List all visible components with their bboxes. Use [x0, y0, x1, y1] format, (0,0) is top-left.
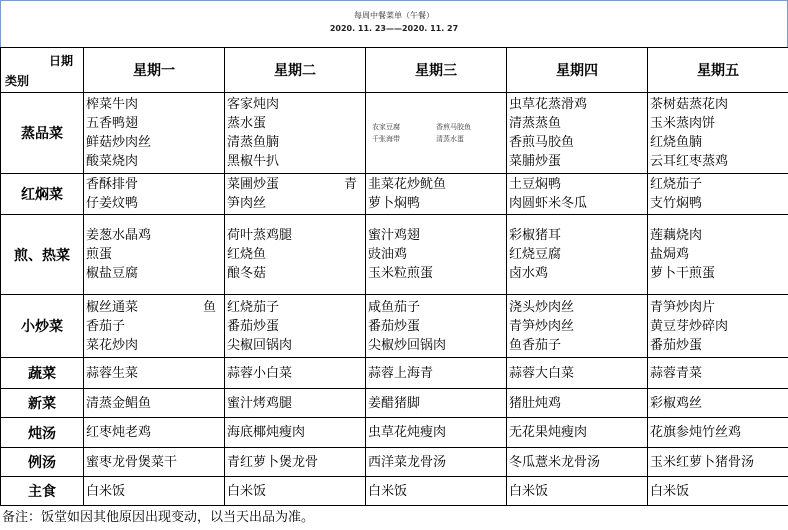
menu-cell — [225, 215, 366, 295]
dish-item: 蜜汁鸡翅 — [368, 228, 421, 243]
dish-list — [225, 95, 365, 171]
dish-list — [225, 226, 365, 283]
menu-cell — [507, 93, 648, 174]
menu-cell — [366, 174, 507, 215]
dish-list — [507, 226, 647, 283]
menu-cell — [507, 215, 648, 295]
dish-item: 番茄炒蛋 — [227, 318, 280, 334]
dish-list — [648, 453, 788, 472]
dish-item: 鱼香茄子 — [509, 337, 562, 353]
dish-item: 青笋炒肉丝 — [509, 318, 575, 334]
dish-item: 青笋炒肉片 — [650, 299, 716, 315]
dish-list — [648, 226, 788, 283]
dish-item: 萝卜干煎蛋 — [650, 266, 716, 281]
dish-item: 蒸水蛋 — [227, 116, 267, 131]
dish-item: 姜醋猪脚 — [368, 395, 421, 411]
dish-item: 鲜菇炒肉丝 — [86, 135, 152, 150]
menu-cell — [507, 295, 648, 358]
dish-item: 五香鸭翅 — [86, 116, 139, 131]
dish-item: 酿冬菇 — [227, 266, 267, 281]
dish-item: 菜花炒肉 — [86, 337, 139, 353]
menu-cell — [84, 295, 225, 358]
dish-list — [84, 423, 224, 442]
category-label: 新菜 — [1, 389, 84, 418]
dish-list — [648, 175, 788, 213]
dish-item: 榨菜牛肉 — [86, 97, 139, 112]
dish-list — [507, 175, 647, 213]
dish-list — [84, 298, 224, 355]
menu-row — [1, 477, 788, 506]
dish-item: 清蒸水蛋 — [436, 135, 464, 143]
dish-list — [648, 423, 788, 442]
dish-item: 土豆焖鸭 — [509, 177, 562, 192]
dish-item: 红烧鱼腩 — [650, 135, 703, 150]
menu-table — [0, 47, 788, 506]
dish-item: 彩椒鸡丝 — [650, 395, 703, 411]
menu-cell — [366, 295, 507, 358]
dish-list — [648, 298, 788, 355]
dish-item: 蒜蓉青菜 — [650, 365, 703, 381]
category-label: 例汤 — [1, 448, 84, 477]
menu-cell — [648, 418, 788, 448]
dish-list — [225, 394, 365, 413]
corner-category-label: 类别 — [5, 74, 30, 88]
date-range: 2020. 11. 23——2020. 11. 27 — [329, 24, 459, 33]
day-header: 星期三 — [366, 48, 507, 93]
dish-item: 清蒸鱼腩 — [227, 135, 280, 150]
dish-item: 番茄炒蛋 — [368, 318, 421, 334]
dish-item: 菜圃炒蛋 青 — [227, 177, 358, 192]
menu-row — [1, 389, 788, 418]
category-label: 蔬菜 — [1, 358, 84, 389]
menu-cell — [225, 295, 366, 358]
category-label: 炖汤 — [1, 418, 84, 448]
dish-list — [366, 482, 506, 501]
dish-item: 冬瓜薏米龙骨汤 — [509, 454, 601, 470]
dish-item: 清蒸蒸鱼 — [509, 116, 562, 131]
day-header: 星期四 — [507, 48, 648, 93]
dish-item: 蜜枣龙骨煲菜干 — [86, 454, 178, 470]
category-label: 主食 — [1, 477, 84, 506]
category-label: 蒸品菜 — [1, 93, 84, 174]
category-label: 小炒菜 — [1, 295, 84, 358]
day-header-row — [1, 48, 788, 93]
dish-item: 清蒸金鲳鱼 — [86, 395, 152, 411]
dish-list — [84, 175, 224, 213]
dish-list — [225, 423, 365, 442]
dish-list — [366, 175, 506, 213]
menu-cell — [507, 389, 648, 418]
dish-list — [507, 298, 647, 355]
day-header: 星期一 — [84, 48, 225, 93]
dish-list — [507, 453, 647, 472]
menu-cell — [507, 418, 648, 448]
menu-cell — [648, 93, 788, 174]
menu-cell — [225, 448, 366, 477]
dish-item: 浇头炒肉丝 — [509, 299, 575, 315]
menu-cell — [84, 389, 225, 418]
menu-row — [1, 418, 788, 448]
menu-title: 每周中餐菜单（午餐） — [354, 11, 434, 20]
dish-item: 黄豆芽炒碎肉 — [650, 318, 729, 334]
menu-cell — [366, 358, 507, 389]
menu-cell — [225, 389, 366, 418]
dish-item: 笋肉丝 — [227, 196, 267, 211]
dish-item: 青红萝卜煲龙骨 — [227, 454, 319, 470]
dish-item: 蒜蓉小白菜 — [227, 365, 293, 381]
dish-list — [84, 482, 224, 501]
menu-cell — [84, 93, 225, 174]
menu-cell — [366, 477, 507, 506]
dish-item: 咸鱼茄子 — [368, 299, 421, 315]
menu-cell — [84, 448, 225, 477]
menu-cell — [507, 448, 648, 477]
menu-cell — [648, 477, 788, 506]
dish-item: 白米饭 — [368, 483, 408, 499]
dish-item: 蒜蓉生菜 — [86, 365, 139, 381]
menu-cell — [366, 389, 507, 418]
dish-item: 煎蛋 — [86, 247, 113, 262]
dish-list — [366, 226, 506, 283]
menu-cell — [366, 215, 507, 295]
dish-item: 仔姜炆鸭 — [86, 196, 139, 211]
dish-list — [366, 423, 506, 442]
dish-list — [507, 482, 647, 501]
dish-item: 盐焗鸡 — [650, 247, 690, 262]
dish-item: 西洋菜龙骨汤 — [368, 454, 447, 470]
dish-item: 玉米蒸肉饼 — [650, 116, 716, 131]
dish-item: 虫草花炖瘦肉 — [368, 425, 447, 440]
menu-cell — [507, 477, 648, 506]
dish-list — [507, 394, 647, 413]
dish-item: 玉米粒煎蛋 — [368, 266, 434, 281]
dish-item: 红烧鱼 — [227, 247, 267, 262]
menu-cell — [648, 174, 788, 215]
dish-list — [366, 298, 506, 355]
dish-item: 姜葱水晶鸡 — [86, 228, 152, 243]
footer-note: 备注：饭堂如因其他原因出现变动，以当天出品为准。 — [2, 510, 315, 525]
menu-cell — [225, 477, 366, 506]
dish-item: 豉油鸡 — [368, 247, 408, 262]
menu-row — [1, 174, 788, 215]
corner-cell — [1, 48, 84, 93]
dish-item: 玉米红萝卜猪骨汤 — [650, 454, 755, 470]
menu-cell — [225, 93, 366, 174]
menu-row — [1, 295, 788, 358]
dish-item: 红枣炖老鸡 — [86, 425, 152, 440]
category-label: 红焖菜 — [1, 174, 84, 215]
dish-item: 蒜蓉上海青 — [368, 365, 434, 381]
dish-list — [225, 482, 365, 501]
dish-item: 椒盐豆腐 — [86, 266, 139, 281]
menu-cell — [366, 93, 507, 174]
dish-item: 莲藕烧肉 — [650, 228, 703, 243]
dish-item: 客家炖肉 — [227, 97, 280, 112]
dish-item: 猪肚炖鸡 — [509, 395, 562, 411]
dish-list — [225, 298, 365, 355]
category-label: 煎、热菜 — [1, 215, 84, 295]
dish-item: 支竹焖鸭 — [650, 196, 703, 211]
dish-item: 云耳红枣蒸鸡 — [650, 154, 729, 169]
dish-item: 萝卜焖鸭 — [368, 196, 421, 211]
dish-item: 白米饭 — [650, 483, 690, 499]
menu-row — [1, 448, 788, 477]
menu-cell — [84, 418, 225, 448]
dish-item: 椒丝通菜 鱼 — [86, 299, 217, 315]
dish-list — [366, 121, 506, 145]
dish-list — [648, 394, 788, 413]
menu-cell — [648, 389, 788, 418]
dish-item: 香茄子 — [86, 318, 126, 334]
dish-item: 茶树菇蒸花肉 — [650, 97, 729, 112]
dish-list — [366, 394, 506, 413]
menu-cell — [507, 174, 648, 215]
dish-item: 虫草花蒸滑鸡 — [509, 97, 588, 112]
corner-date-label: 日期 — [48, 54, 73, 68]
dish-item: 红烧茄子 — [650, 177, 703, 192]
dish-item: 白米饭 — [509, 483, 549, 499]
dish-item: 尖椒回锅肉 — [227, 337, 293, 353]
dish-item: 红烧茄子 — [227, 299, 280, 315]
menu-cell — [84, 477, 225, 506]
menu-row — [1, 215, 788, 295]
dish-list — [366, 364, 506, 383]
menu-cell — [648, 215, 788, 295]
dish-item: 花旗参炖竹丝鸡 — [650, 425, 742, 440]
dish-list — [507, 364, 647, 383]
dish-list — [225, 453, 365, 472]
menu-cell — [366, 448, 507, 477]
dish-item: 香煎马胶鱼 — [436, 123, 471, 131]
menu-cell — [225, 418, 366, 448]
menu-cell — [648, 448, 788, 477]
dish-item: 海底椰炖瘦肉 — [227, 425, 306, 440]
dish-item: 香酥排骨 — [86, 177, 139, 192]
dish-item: 尖椒炒回锅肉 — [368, 337, 447, 353]
dish-list — [648, 482, 788, 501]
dish-item: 香煎马胶鱼 — [509, 135, 575, 150]
dish-list — [366, 453, 506, 472]
menu-cell — [648, 358, 788, 389]
dish-list — [84, 226, 224, 283]
menu-row — [1, 358, 788, 389]
dish-item: 荷叶蒸鸡腿 — [227, 228, 293, 243]
dish-list — [507, 423, 647, 442]
dish-list — [84, 394, 224, 413]
dish-list — [84, 453, 224, 472]
dish-item: 红烧豆腐 — [509, 247, 562, 262]
dish-item: 白米饭 — [86, 483, 126, 499]
day-header: 星期二 — [225, 48, 366, 93]
dish-list — [84, 95, 224, 171]
dish-item: 番茄炒蛋 — [650, 337, 703, 353]
dish-item: 卤水鸡 — [509, 266, 549, 281]
menu-cell — [366, 418, 507, 448]
menu-row — [1, 93, 788, 174]
menu-cell — [84, 358, 225, 389]
dish-list — [648, 95, 788, 171]
dish-item: 千张海带 — [372, 135, 400, 143]
menu-cell — [84, 215, 225, 295]
day-header: 星期五 — [648, 48, 788, 93]
dish-item: 黑椒牛扒 — [227, 154, 280, 169]
dish-item: 酸菜烧肉 — [86, 154, 139, 169]
dish-item: 肉圆虾米冬瓜 — [509, 196, 588, 211]
menu-cell — [225, 174, 366, 215]
dish-item: 蜜汁烤鸡腿 — [227, 395, 293, 411]
dish-item: 农家豆腐 — [372, 123, 400, 131]
dish-list — [648, 364, 788, 383]
dish-list — [225, 175, 365, 213]
dish-item: 白米饭 — [227, 483, 267, 499]
dish-item: 彩椒猪耳 — [509, 228, 562, 243]
dish-list — [225, 364, 365, 383]
dish-list — [84, 364, 224, 383]
dish-list — [507, 95, 647, 171]
dish-item: 韭菜花炒鱿鱼 — [368, 177, 447, 192]
menu-cell — [225, 358, 366, 389]
dish-item: 蒜蓉大白菜 — [509, 365, 575, 381]
menu-cell — [84, 174, 225, 215]
menu-cell — [648, 295, 788, 358]
dish-item: 菜脯炒蛋 — [509, 154, 562, 169]
menu-cell — [507, 358, 648, 389]
dish-item: 无花果炖瘦肉 — [509, 425, 588, 440]
